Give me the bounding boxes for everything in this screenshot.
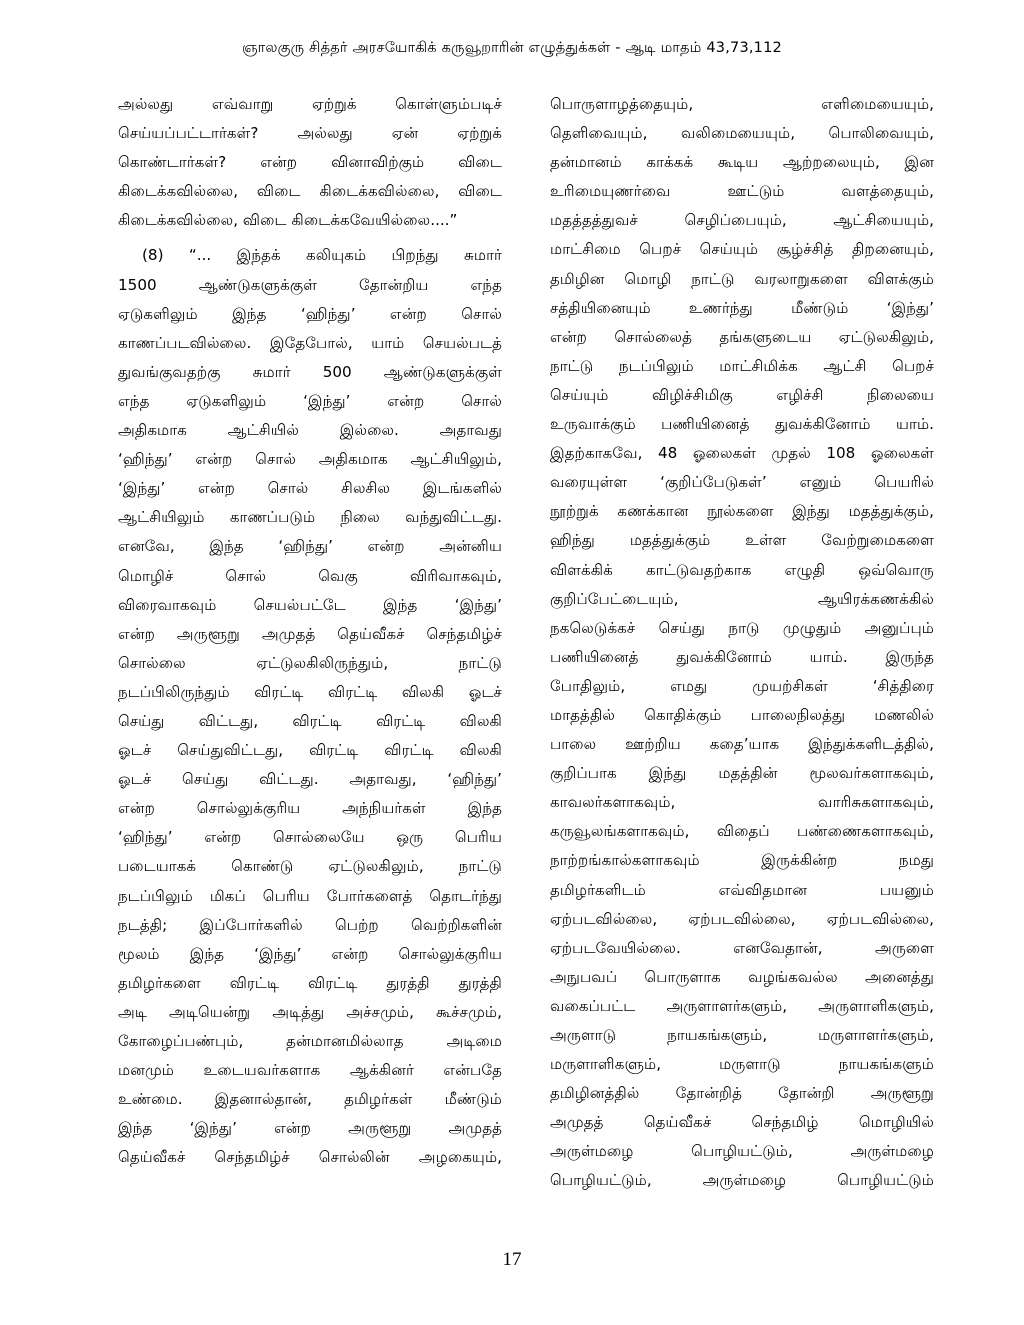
- text-line: ‘ஹிந்து’ என்ற சொல்லையே ஒரு பெரிய: [118, 828, 502, 847]
- text-line: அநுபவப் பொருளாக வழங்கவல்ல அனைத்து: [550, 967, 934, 986]
- text-line: நகலெடுக்கச் செய்து நாடு முழுதும் அனுப்பும்: [550, 618, 934, 637]
- text-line: கிடைக்கவில்லை, விடை கிடைக்கவேயில்லை....”: [118, 211, 458, 230]
- text-line: மனமும் உடையவர்களாக ஆக்கினர் என்பதே: [118, 1061, 502, 1080]
- text-line: நடப்பிலிருந்தும் விரட்டி விரட்டி விலகி ஓடச்: [118, 682, 502, 701]
- text-line: நடத்தி; இப்போர்களில் பெற்ற வெற்றிகளின்: [118, 915, 502, 934]
- left-column: [118, 90, 502, 1172]
- text-line: துவங்குவதற்கு சுமார் 500 ஆண்டுகளுக்குள்: [118, 362, 502, 381]
- text-line: வகைப்பட்ட அருளாளர்களும், அருளாளிகளும்,: [550, 996, 934, 1015]
- text-line: உண்மை. இதனால்தான், தமிழர்கள் மீண்டும்: [118, 1090, 502, 1109]
- text-line: இதற்காகவே, 48 ஓலைகள் முதல் 108 ஓலைகள்: [550, 444, 934, 463]
- text-line: தன்மானம் காக்கக் கூடிய ஆற்றலையும், இன: [550, 153, 934, 172]
- text-line: விரைவாகவும் செயல்பட்டே இந்த ‘இந்து’: [118, 595, 502, 614]
- text-line: மொழிச் சொல் வெகு விரிவாகவும்,: [118, 566, 502, 585]
- header-title: ஞாலகுரு சித்தர் அரசயோகிக் கருவூறாரின் எழுத்துக்கள் - ஆடி மாதம் 43,73,112: [242, 40, 782, 56]
- page-header: [0, 40, 1024, 58]
- text-line: எந்த ஏடுகளிலும் ‘இந்து’ என்ற சொல்: [118, 391, 502, 410]
- text-line: நாட்டு நடப்பிலும் மாட்சிமிக்க ஆட்சி பெறச்: [550, 356, 934, 375]
- text-line: சத்தியினையும் உணர்ந்து மீண்டும் ‘இந்து’: [550, 298, 934, 317]
- text-line: மருளாளிகளும், மருளாடு நாயகங்களும்: [550, 1055, 934, 1074]
- text-line: அல்லது எவ்வாறு ஏற்றுக் கொள்ளும்படிச்: [118, 95, 502, 113]
- text-line: குறிப்பேட்டையும், ஆயிரக்கணக்கில்: [550, 589, 934, 608]
- text-line: எனவே, இந்த ‘ஹிந்து’ என்ற அன்னிய: [118, 537, 502, 556]
- text-line: நாற்றங்கால்களாகவும் இருக்கின்ற நமது: [550, 851, 934, 870]
- text-line: ஹிந்து மதத்துக்கும் உள்ள வேற்றுமைகளை: [550, 531, 934, 550]
- text-line: தமிழினத்தில் தோன்றித் தோன்றி அருளூறு: [550, 1084, 934, 1103]
- text-line: தமிழின மொழி நாட்டு வரலாறுகளை விளக்கும்: [550, 269, 934, 288]
- text-line: என்ற சொல்லைத் தங்களுடைய ஏட்டுலகிலும்,: [550, 327, 934, 346]
- text-line: தெளிவையும், வலிமையையும், பொலிவையும்,: [550, 124, 934, 143]
- text-line: கொண்டார்கள்? என்ற வினாவிற்கும் விடை: [118, 153, 502, 172]
- text-line: அடி அடியென்று அடித்து அச்சமும், கூச்சமும்,: [118, 1002, 502, 1021]
- right-column: [550, 90, 934, 1196]
- text-line: அருளாடு நாயகங்களும், மருளாளர்களும்,: [550, 1026, 934, 1044]
- text-line: கருவூலங்களாகவும், விதைப் பண்ணைகளாகவும்,: [550, 822, 934, 841]
- text-line: ஏற்படவேயில்லை. எனவேதான், அருளை: [550, 938, 934, 957]
- paragraph-1: [118, 90, 502, 235]
- text-line: வரையுள்ள ‘குறிப்பேடுகள்’ எனும் பெயரில்: [550, 473, 934, 492]
- text-line: மாட்சிமை பெறச் செய்யும் சூழ்ச்சித் திறனையும்,: [550, 240, 934, 259]
- text-line: பணியினைத் துவக்கினோம் யாம். இருந்த: [550, 647, 934, 666]
- text-line: பாலை ஊற்றிய கதை’யாக இந்துக்களிடத்தில்,: [550, 735, 934, 754]
- text-line: உரிமையுணர்வை ஊட்டும் வளத்தையும்,: [550, 182, 934, 201]
- text-line: அமுதத் தெய்வீகச் செந்தமிழ் மொழியில்: [550, 1113, 934, 1132]
- text-line: ஆட்சியிலும் காணப்படும் நிலை வந்துவிட்டது.: [118, 508, 502, 527]
- text-line: தெய்வீகச் செந்தமிழ்ச் சொல்லின் அழகையும்,: [118, 1148, 502, 1167]
- text-line: படையாகக் கொண்டு ஏட்டுலகிலும், நாட்டு: [118, 857, 502, 876]
- text-line: ஓடச் செய்து விட்டது. அதாவது, ‘ஹிந்து’: [118, 770, 502, 789]
- text-line: கோழைப்பண்பும், தன்மானமில்லாத அடிமை: [118, 1032, 502, 1050]
- text-line: நடப்பிலும் மிகப் பெரிய போர்களைத் தொடர்ந்து: [118, 886, 502, 905]
- text-line: காணப்படவில்லை. இதேபோல், யாம் செயல்படத்: [118, 333, 502, 352]
- text-line: காவலர்களாகவும், வாரிசுகளாகவும்,: [550, 793, 934, 812]
- text-line: உருவாக்கும் பணியினைத் துவக்கினோம் யாம்.: [550, 415, 934, 434]
- text-line: செய்யப்பட்டார்கள்? அல்லது ஏன் ஏற்றுக்: [118, 124, 502, 143]
- text-line: ‘இந்து’ என்ற சொல் சிலசில இடங்களில்: [118, 479, 502, 498]
- text-line: போதிலும், எமது முயற்சிகள் ‘சித்திரை: [550, 676, 934, 695]
- text-line: ஏடுகளிலும் இந்த ‘ஹிந்து’ என்ற சொல்: [118, 304, 502, 323]
- text-line: விளக்கிக் காட்டுவதற்காக எழுதி ஒவ்வொரு: [550, 560, 934, 579]
- text-line: ஏற்படவில்லை, ஏற்படவில்லை, ஏற்படவில்லை,: [550, 909, 934, 928]
- text-line: என்ற அருளூறு அமுதத் தெய்வீகச் செந்தமிழ்ச்: [118, 624, 502, 643]
- text-line: தமிழர்களிடம் எவ்விதமான பயனும்: [550, 880, 934, 899]
- text-line: பொருளாழத்தையும், எளிமையையும்,: [550, 95, 934, 113]
- page-number: 17: [502, 1249, 522, 1270]
- text-line: 1500 ஆண்டுகளுக்குள் தோன்றிய எந்த: [118, 275, 502, 294]
- text-line: மதத்தத்துவச் செழிப்பையும், ஆட்சியையும்,: [550, 211, 934, 230]
- text-line: என்ற சொல்லுக்குரிய அந்நியர்கள் இந்த: [118, 799, 502, 818]
- text-line: ‘ஹிந்து’ என்ற சொல் அதிகமாக ஆட்சியிலும்,: [118, 450, 502, 469]
- text-line: நூற்றுக் கணக்கான நூல்களை இந்து மதத்துக்கும்,: [550, 502, 934, 521]
- text-line: செய்து விட்டது, விரட்டி விரட்டி விலகி: [118, 711, 502, 730]
- text-line: அதிகமாக ஆட்சியில் இல்லை. அதாவது: [118, 421, 502, 440]
- text-line: தமிழர்களை விரட்டி விரட்டி துரத்தி துரத்தி: [118, 973, 502, 992]
- text-line: குறிப்பாக இந்து மதத்தின் மூலவர்களாகவும்,: [550, 764, 934, 783]
- text-line: ஓடச் செய்துவிட்டது, விரட்டி விரட்டி விலகி: [118, 741, 502, 760]
- text-line: பொழியட்டும், அருள்மழை பொழியட்டும்: [550, 1171, 934, 1190]
- text-line: கிடைக்கவில்லை, விடை கிடைக்கவில்லை, விடை: [118, 182, 502, 201]
- text-line: (8) “... இந்தக் கலியுகம் பிறந்து சுமார்: [142, 246, 502, 265]
- text-line: செய்யும் விழிச்சிமிகு எழிச்சி நிலையை: [550, 385, 934, 404]
- text-line: சொல்லை ஏட்டுலகிலிருந்தும், நாட்டு: [118, 653, 502, 672]
- text-line: இந்த ‘இந்து’ என்ற அருளூறு அமுதத்: [118, 1119, 502, 1138]
- text-line: அருள்மழை பொழியட்டும், அருள்மழை: [550, 1142, 934, 1161]
- text-line: மூலம் இந்த ‘இந்து’ என்ற சொல்லுக்குரிய: [118, 944, 502, 963]
- text-line: மாதத்தில் கொதிக்கும் பாலைநிலத்து மணலில்: [550, 705, 934, 724]
- paragraph-2: [118, 241, 502, 1172]
